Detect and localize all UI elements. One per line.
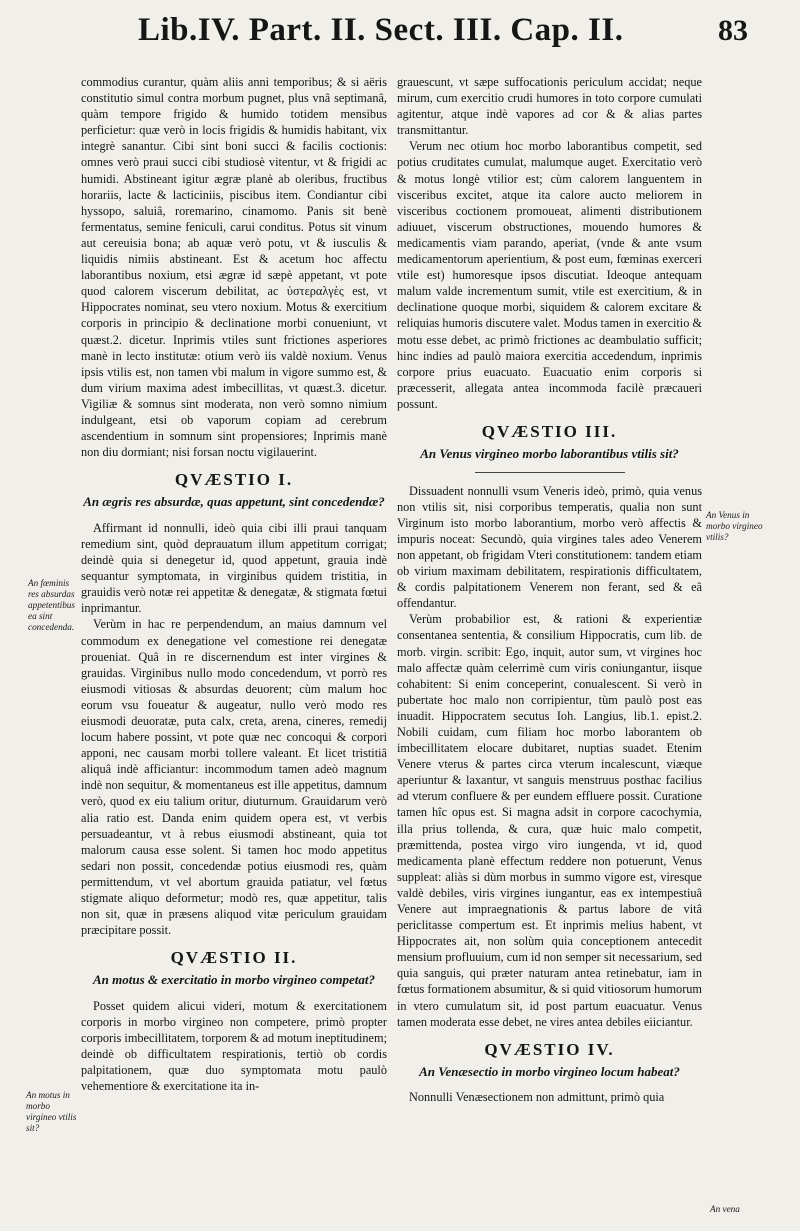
question-heading: QVÆSTIO IV. [484,1039,615,1059]
paragraph: Nonnulli Venæsectionem non admittunt, primò quia [409,1090,665,1105]
paragraph: Dissuadent nonnulli vsum Veneris ideò, primò, quia venus non vtilis sit, nisi corporibus temperatis, qualia non sunt Virginum isto morbo laborantium, morbo verò affectis & impuris noceat: Secundò, quia virgines tales adeo Venerem non appetant, ob frigidam Vteri constitutionem: tandem etiam ob virium maximam debilitatem, respirationis difficultatem, & cordis palpitationem Venerem non ferant, sed & eâ offendantur. [397,483,702,611]
paragraph: Verùm in hac re perpendendum, an maius damnum vel commodum ex denegatione vel comestione rei denegatæ proueniat. Quâ in re discernendum est inter virgines & grauidas. Virginibus nullo modo concedendum, vt porrò res eiusmodi vitiosas & absurdas deuorent; cùm malum hoc eorum vsu foueatur & augeatur, nullo verò modo res eiusmodi deuoratæ, puta calx, creta, arena, cineres, remedij locum habere possint, vt pote quæ nec concoqui & corpori apponi, nec causam morbi tollere valeant. Et licet tristitiâ aliquâ indè afficiantur: incommodum tamen adeò magnum indè non sequitur, & momentaneus est ille appetitus, damnum verò, quod ex eiu talium oritur, diuturnum. Grauidarum verò alia ratio est. Danda enim quidem opera est, vt verbis persuadeantur, vt à rebus eiusmodi abstineant, quia tot malorum causa esse solent. Si tamen hoc modo appetitus sedari non possit, concedendæ potius eiusmodi res, quàm permittendum, vt vel abortum grauida patiatur, vel fœtus stigmate aliquo deformetur; modò res, quæ appetitur, talis non sit, quæ in præsens aliquod vitæ periculum grauidam præcipitare possit. [81,617,387,938]
paragraph: Verum nec otium hoc morbo laborantibus competit, sed potius cruditates cumulat, malumque auget. Exercitatio verò & motus longè vtilior est; cùm calorem languentem in visceribus excitet, atque ita calore aucto meliorem in visceribus coctionem promoueat, alimenti distributionem adiuuet, viscerum obstructiones, mouendo humores & medicamentis viam parando, aperiat, (vnde & ante vsum medicamentorum aperientium, & post eum, fœminas exerceri vtile est) humoresque ipsos discutiat. Ideoque antequam malum valde incrementum sumit, vtile est exercitium, & in declinatione quoque morbi, siquidem & calorem excitare & reliquias humoris discutere valet. Modus tamen in exercitio & motu esse debet, ac primò frictiones ac deambulatio sufficit; hinc indies ad paulò maiora exercitia accedendum, inprimis corpore prius euacuato. Euacuatio enim corporis si præcesserit, allegata antea incommoda facilè præcaueri possunt. [397,139,702,411]
margin-note: An motus in morbo virgineo vtilis sit? [26,1090,77,1133]
question-subtitle: An Venæsectio in morbo virgineo locum habeat? [419,1063,680,1079]
question-subtitle: An motus & exercitatio in morbo virgineo competat? [92,972,376,988]
left-column [81,74,387,1094]
running-head-title: Lib.IV. Part. II. Sect. III. Cap. II. [138,12,624,48]
question-heading: QVÆSTIO II. [170,948,298,968]
paragraph: Affirmant id nonnulli, ideò quia cibi illi praui tanquam remedium sint, quòd deprauatum illum appetitum corrigat; deindè quia si denegetur id, quod appetunt, grauia indè sequantur symptomata, in virginibus quidem tristitia, in grauidis verò notæ rei appetitæ & denegatæ, & stigmata fœtui inprimantur. [81,520,387,616]
paragraph: Posset quidem alicui videri, motum & exercitationem corporis in morbo virgineo non competere, primò propter corporis imbecillitatem, torporem & ad motum ineptitudinem; deindè ob difficultatem respirationis, tertiò ob cordis palpitationem, quæ duo symptomata motu paulò vehementiore & exercitatione ita in- [81,998,387,1094]
question-subtitle: An ægris res absurdæ, quas appetunt, sint concedendæ? [83,494,385,510]
divider [475,472,625,473]
paragraph: commodius curantur, quàm aliis anni temporibus; & si aëris constitutio simul contra morbum pugnet, plus vnâ septimanâ, quàm tempore frigido & humido totidem mensibus perficietur: quæ verò in locis frigidis & humidis habitant, vix integrè sanantur. Cibi sint boni succi & facilis coctionis: omnes verò praui succi cibi studiosè vitentur, vt & frigidi ac humidi. Abstineant igitur ægræ planè ab oleribus, fructibus horariis, lacte & lacticiniis, piscibus item. Condiantur cibi hyssopo, saluiâ, roremarino, cinamomo. Panis sit benè fermentatus, semine feniculi, carui conditus. Potus sit vinum aut cereuisia bona; ab aquæ verò potu, vt & iusculis & liquidis nimiis abstineant. Est & acetum hoc affectu laborantibus noxium, etsi ægræ id sæpè appetant, vt pote quod calorem viscerum debilitat, ac ὑστεραλγὲς est, vt Hippocrates nominat, seu vtero noxium. Motus & exercitium corporis in principio & declinatione morbi conueniunt, vt quæst.2. dicetur. Inprimis vtiles sunt frictiones asperiores manè in lecto institutæ: otium verò iis valdè noxium. Venus ipsis vtilis est, non tamen vbi malum in vigore summo est, & dum virium maxima adest imbecillitas, vt quæst.3. dicetur. Vigiliæ & somnus sint moderata, non verò somno nimium indulgeant, etsi ob vaporum copiam ad cerebrum ascendentium in somnum sint propensiores; Inprimis manè non diu dormiant; nisi forsan noctu vigilauerint. [81,75,387,460]
paragraph: Verùm probabilior est, & rationi & experientiæ consentanea sententia, & consilium Hippocratis, cum lib. de morb. virgin. scribit: Ego, inquit, autor sum, vt virgines hoc malo affectæ quàm celerrimè cum viris coniungantur, iisque cohabitent: Si enim conceperint, conualescent. Si verò in pubertate hoc malo non corripientur, tùm paulò post eas inuadit. Hippocratem secutus Ioh. Langius, lib.1. epist.2. Nobili cuidam, cum filiam hoc morbo laborantem ob imbecillitatem elocare dubitaret, nuptias suadet. Etenim Venere vterus & partes circa vterum incalescunt, viæque aperiuntur & laxantur, vt sanguis menstruus posthac facilius ad vterum confluere & per eundem effluere possit. Curatione tamen hîc opus est. Si magna adsit in corpore cacochymia, illa prius tollenda, & cura, quæ huic malo competit, præmittenda, postea virgo viro iungenda, vt id, quod medicamenta planè effectum reddere non potuerunt, Venus suppleat: aliàs si dùm morbus in summo vigore est, viresque valdè debiles, viris virgines iungantur, eas ex intempestiuâ Venere aut impraegnationis & partus labore de vitâ periclitasse compertum est. Et inprimis melius habent, vt Hippocrates ait, non solùm quia conceptionem antecedit mensium profluuium, cum id non semper sit necessarium, sed quia sanguis, qui præter naturam antea retinebatur, iam in fœtus formationem absumitur, & si quid vitiosorum humorum in vtero cumulatum sit, id post partum euacuatur. Venus tamen moderata esse debet, ne vires antea debiles eiiciantur. [397,612,702,1029]
running-head [0,12,800,62]
question-heading: QVÆSTIO III. [481,421,618,441]
margin-note: An Venus in morbo virgineo vtilis? [706,510,763,542]
page-number: 83 [718,14,748,47]
question-heading: QVÆSTIO I. [174,470,294,490]
margin-note: An vena [710,1204,740,1214]
margin-note: An fœminis res absurdas appetentibus ea sint concedenda. [28,578,75,632]
question-subtitle: An Venus virgineo morbo laborantibus vtilis sit? [420,446,679,462]
right-column [397,74,702,1105]
paragraph: grauescunt, vt sæpe suffocationis periculum accidat; neque mirum, cum exercitio crudi humores in toto corpore cumulati agitentur, atque indè vapores ad cor & & alias partes transmittantur. [397,75,702,138]
